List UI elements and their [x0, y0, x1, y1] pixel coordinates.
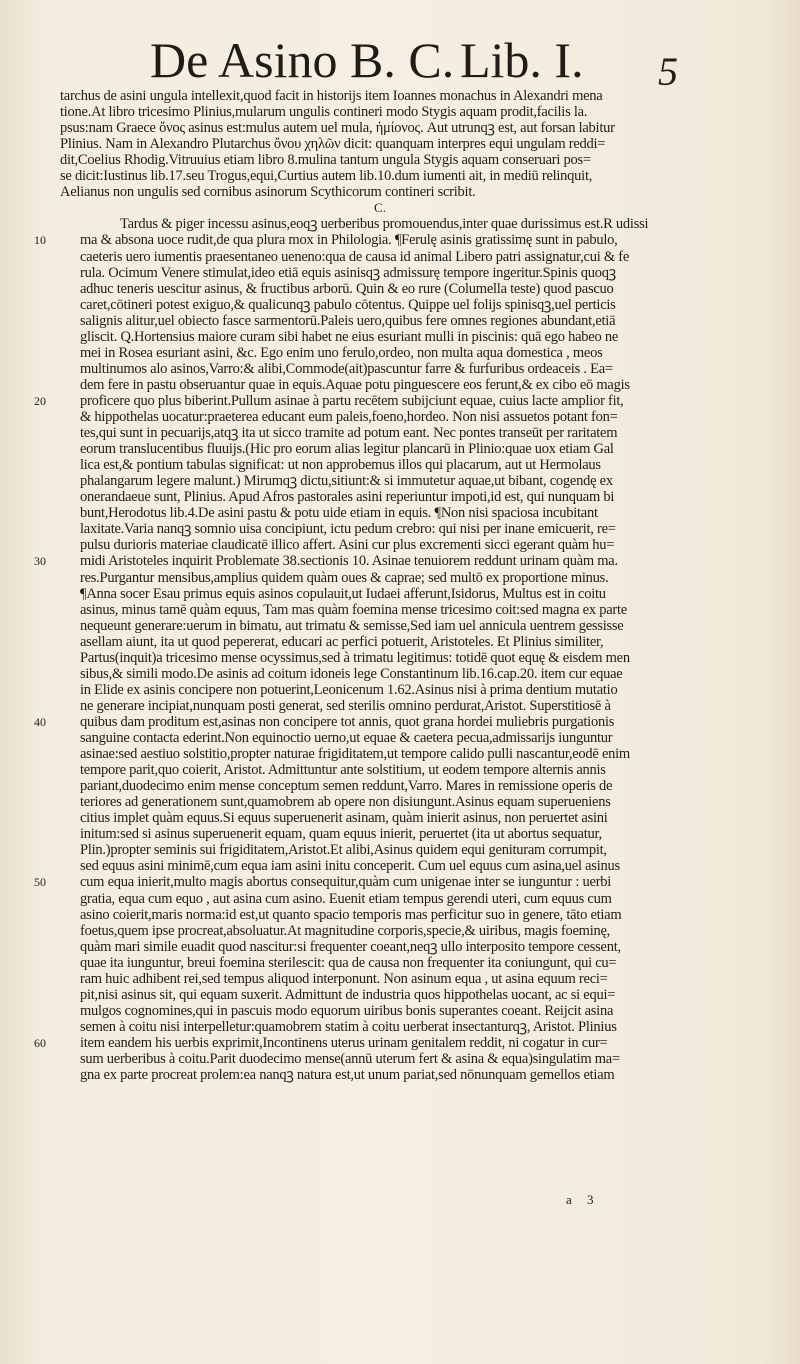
signature-mark: a 3: [566, 1192, 600, 1207]
running-head: [150, 30, 710, 90]
text-line: tes,qui sunt in pecuarijs,atqꝫ ita ut sicco tramite ad potum eant. Nec pontes transeūt per raritatem: [80, 425, 618, 442]
folio-number: 5: [658, 49, 678, 94]
text-line: ram huic adhibent rei,sed tempus aliquod interponunt. Non asinum equa , ut asina equum reci=: [80, 970, 608, 987]
text-line: mei in Rosea esuriant asini, &c. Ego enim uno ferulo,ordeo, non multa aqua domestica , meos: [80, 344, 603, 361]
text-line: phalangarum legere malunt.) Mirumqꝫ dictu,sitiunt:& si immutetur aquae,ut bibant, cogendę ex: [80, 473, 613, 490]
line-number: 10: [34, 233, 46, 248]
text-line: caret,cōtineri potest exiguo,& qualicunqꝫ pabulo cōtentus. Quippe uel folijs spinisqꝫ,uel perticis: [80, 296, 616, 313]
text-line: psus:nam Graece ὄνος asinus est:mulus autem uel mula, ἡμίονος. Aut utrunqꝫ est, aut forsan labitur: [60, 120, 615, 137]
text-line: sed equus asini minimē,cum equa iam asini initu conceperit. Cum uel equus cum asina,uel asinus: [80, 858, 620, 875]
text-line: ¶Anna socer Esau primus equis asinos copulauit,ut Iudaei afferunt,Isidorus, Multus est in coitu: [80, 585, 606, 602]
text-line: eorum translucentibus fluuijs.(Hic pro eorum alias legitur plancarū in Plinio:quae uox etiam Gal: [80, 441, 614, 458]
text-line: item eandem his uerbis exprimit,Incontinens uterus urinam genitalem reddit, ni cogatur in cur=: [80, 1034, 608, 1051]
line-number: 50: [34, 875, 46, 890]
section-mark: C.: [374, 200, 386, 216]
line-number: 40: [34, 714, 46, 729]
text-line: semen à coitu nisi interpelletur:quamobrem statim à coitu uerberat insectanturqꝫ, Aristot. Plinius: [80, 1018, 617, 1035]
text-line: & hippothelas uocatur:praeterea educant eum paleis,foeno,hordeo. Non nisi assuetos potant fon=: [80, 409, 618, 425]
line-number: 30: [34, 554, 46, 569]
text-line: adhuc teneris uescitur asinus, & fructibus arborū. Quin & eo rure (Columella teste) quod pascuo: [80, 280, 614, 297]
text-line: res.Purgantur mensibus,amplius quidem quàm oues & caprae; sed multō ex proportione minus.: [80, 569, 609, 586]
text-line: asinus, minus tamē quàm equus, Tam mas quàm foemina mense tricesimo coit:sed magna ex parte: [80, 601, 627, 618]
text-line: midi Aristoteles inquirit Problemate 38.sectionis 10. Asinae tenuiorem reddunt urinam quàm ma.: [80, 553, 618, 570]
text-line: dem fere in pastu obseruantur quae in equis.Aquae potu pinguescere eos ferunt,& ex cibo eō magis: [80, 376, 630, 393]
text-line: salignis alitur,uel obiecto fasce sarmentorū.Paleis uero,quibus fere omnes regiones abundant,etiā: [80, 312, 616, 329]
text-line: laxitate.Varia nanqꝫ somnio uisa concipiunt, ictu pedum crebro: qui nisi per inane emicuerit, re=: [80, 521, 616, 538]
text-line: proficere quo plus biberint.Pullum asinae à partu recētem subijciunt equae, cuius lacte amplior fit,: [80, 392, 624, 409]
text-line: Tardus & piger incessu asinus,eoqꝫ uerberibus promouendus,inter quae durissimus est.R udissi: [120, 216, 649, 233]
text-line: Aelianus non ungulis sed cornibus asinorum Scythicorum contineri scribit.: [60, 184, 476, 201]
text-line: asino coierit,maris norma:id est,ut quanto spacio temporis mas perficitur suo in genere, tāto etiam: [80, 906, 622, 923]
text-line: foetus,quem ipse procreat,absoluatur.At magnitudine corporis,specie,& uiribus, magis foeminę,: [80, 922, 611, 939]
text-line: initum:sed si asinus superuenerit equam, quam equus inierit, peruertet (ita ut abortus sequatur,: [80, 826, 602, 843]
text-line: gratia, equa cum equo , aut asina cum asino. Euenit etiam tempus gerendi uteri, cum equus cum: [80, 890, 612, 907]
text-line: tarchus de asini ungula intellexit,quod facit in historijs item Ioannes monachus in Alexandri mena: [60, 88, 603, 104]
text-line: nequeunt generare:uerum in bimatu, aut trimatu & semisse,Sed iam uel annicula uentrem gessisse: [80, 617, 624, 634]
text-line: multinumos alo asinos,Varro:& alibi,Commode(ait)pascuntur farre & furfuribus ordeaceis . Ea=: [80, 360, 613, 377]
text-line: caeteris uero iumentis praesentaneo ueneno:qua de causa id animal Libero patri assignatur,cui & fe: [80, 248, 630, 265]
book-number: Lib. I.: [460, 32, 584, 88]
text-line: Plin.)propter seminis sui frigiditatem,Aristot.Et alibi,Asinus quidem equi genituram corrumpit,: [80, 842, 607, 859]
text-line: cum equa inierit,multo magis abortus consequitur,quàm cum unigenae inter se iunguntur : uerbi: [80, 874, 612, 891]
text-line: sibus,& simili modo.De asinis ad coitum idoneis lege Constantinum lib.16.cap.20. item cur equae: [80, 665, 623, 682]
text-line: sum uerberibus à coitu.Parit duodecimo mense(annū uterum fert & asina & equa)singulatim ma=: [80, 1051, 620, 1067]
running-title: De Asino B. C.: [150, 32, 455, 88]
text-line: rula. Ocimum Venere stimulat,ideo etiā equis asinisqꝫ admissurę tempore ingeritur.Spinis quoqꝫ: [80, 264, 616, 281]
text-line: onerandaeue sunt, Plinius. Apud Afros pastorales asini reperiuntur impoti,id est, qui nunquam bi: [80, 489, 615, 506]
text-line: pariant,duodecimo enim mense conceptum semen reddunt,Varro. Mares in remissione operis de: [80, 778, 613, 795]
text-line: quibus dam proditum est,asinas non concipere tot annis, quot grana hordei muliebris purgationis: [80, 713, 615, 730]
text-line: citius implet quàm equus.Si equus superuenerit asinam, quàm inierit asinus, non peruertet asini: [80, 810, 608, 827]
text-line: in Elide ex asinis concipere non potuerint,Leonicenum 1.62.Asinus nisi à prima dentium mutatio: [80, 681, 618, 698]
text-line: lica est,& pontium tabulas significat: ut non approbemus illos qui placarum, aut ut Hermolaus: [80, 457, 601, 474]
text-line: pit,nisi asinus sit, qui equam suxerit. Admittunt de industria quos hippothelas uocant, ac si equi=: [80, 986, 616, 1003]
text-line: tione.At libro tricesimo Plinius,mularum ungulis contineri modo Stygis aquam prodit,facilis la.: [60, 104, 588, 121]
line-number: 20: [34, 393, 46, 408]
text-line: gliscit. Q.Hortensius maiore curam sibi habet ne eius esuriant mulli in piscinis: quā ego habeo ne: [80, 328, 619, 345]
text-line: sanguine contacta ederint.Non equinoctio uerno,ut equae & caetera pecua,admissarijs iunguntur: [80, 730, 613, 746]
text-line: Partus(inquit)a tricesimo mense ocyssimus,sed à trimatu legitimus: totidē quot equę & eisdem men: [80, 649, 630, 666]
text-line: Plinius. Nam in Alexandro Plutarchus ὄνου χηλῶν dicit: quanquam interpres equi ungulam reddi=: [60, 136, 606, 153]
text-line: bunt,Herodotus lib.4.De asini pastu & potu uide etiam in equis. ¶Non nisi spaciosa incubitant: [80, 505, 598, 522]
text-line: quae ita iunguntur, breui foemina sterilescit: qua de causa non frequenter ita coniungunt, qui cu=: [80, 954, 617, 971]
text-line: pulsu durioris materiae claudicatē illico affert. Asini cur plus excrementi sicci egerant quàm hu=: [80, 537, 615, 554]
text-line: se dicit:Iustinus lib.17.seu Trogus,equi,Curtius autem lib.10.dum iumenti ait, in mediū relinquit,: [60, 168, 593, 185]
text-line: asinae:sed aestiuo solstitio,propter naturae frigiditatem,ut tempore calido pulli nascantur,eodē enim: [80, 746, 630, 763]
text-line: quàm mari simile euadit quod nascitur:si frequenter coeant,neqꝫ ullo interposito tempore cessent,: [80, 938, 621, 955]
text-line: mulgos cognomines,qui in pascuis modo equorum uiribus bonis superantes coeant. Reijcit asina: [80, 1002, 614, 1019]
text-line: tempore parit,quo coierit, Aristot. Admittuntur ante solstitium, ut eodem tempore alternis annis: [80, 762, 606, 779]
text-line: teriores ad generationem sunt,quamobrem ab opere non disiungunt.Asinus equam superueniens: [80, 794, 611, 811]
text-line: ma & absona uoce rudit,de qua plura mox in Philologia. ¶Ferulę asinis gratissimę sunt in pabulo,: [80, 232, 618, 249]
line-number: 60: [34, 1035, 46, 1050]
text-line: asellam aiunt, ita ut quod pepererat, educari ac perfici potuerit, Aristoteles. Et Plinius similiter,: [80, 633, 604, 650]
text-line: dit,Coelius Rhodig.Vitruuius etiam libro 8.mulina tantum ungula Stygis aquam conseruari pos=: [60, 152, 591, 169]
text-line: ne generare incipiat,nunquam posti generat, sed sterilis omnino perdurat,Aristot. Superstitiosē à: [80, 697, 611, 714]
text-line: gna ex parte procreat prolem:ea nanqꝫ natura est,ut unum pariat,sed nōnunquam gemellos etiam: [80, 1067, 615, 1084]
